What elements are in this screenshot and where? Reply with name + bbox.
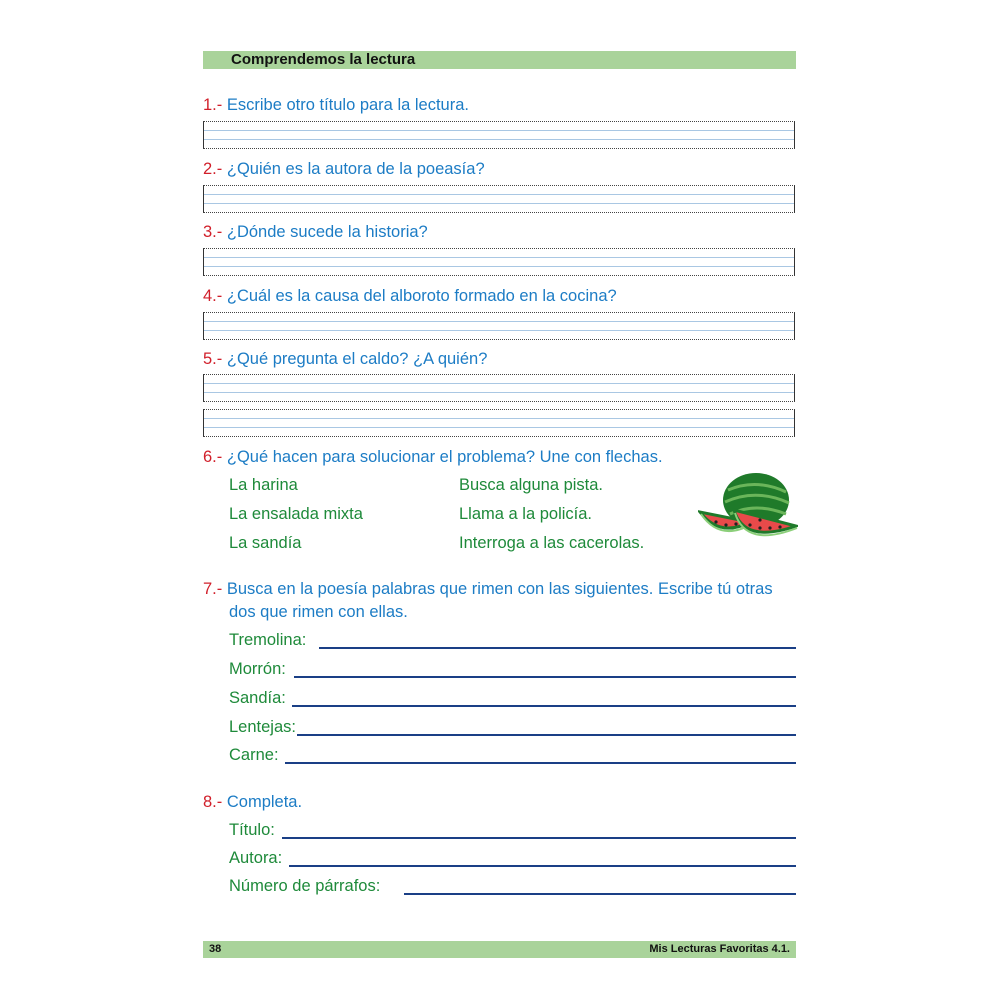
question-number: 2.- bbox=[203, 160, 223, 178]
question-7-continued bbox=[229, 602, 408, 622]
complete-answer-line[interactable] bbox=[282, 837, 796, 839]
complete-row-parrafos bbox=[229, 876, 796, 898]
question-number: 3.- bbox=[203, 223, 223, 241]
complete-label: Título: bbox=[229, 821, 275, 839]
question-text: Completa. bbox=[226, 793, 303, 811]
match-left-item: La sandía bbox=[229, 534, 302, 552]
match-right-item: Llama a la policía. bbox=[459, 505, 592, 523]
match-left-item: La harina bbox=[229, 476, 298, 494]
question-number: 8.- bbox=[203, 793, 223, 811]
question-text: ¿Dónde sucede la historia? bbox=[226, 223, 428, 241]
rhyme-answer-line[interactable] bbox=[285, 762, 796, 764]
question-number: 1.- bbox=[203, 96, 223, 114]
rhyme-row-tremolina bbox=[229, 630, 796, 652]
question-number: 7.- bbox=[203, 580, 223, 598]
section-header bbox=[203, 51, 796, 69]
complete-row-titulo bbox=[229, 820, 796, 842]
rhyme-row-morron bbox=[229, 659, 796, 681]
book-title: Mis Lecturas Favoritas 4.1. bbox=[649, 943, 790, 955]
rhyme-answer-line[interactable] bbox=[294, 676, 796, 678]
page-number: 38 bbox=[209, 943, 222, 955]
complete-label: Número de párrafos: bbox=[229, 877, 381, 895]
answer-box-1[interactable] bbox=[203, 121, 795, 149]
question-text: ¿Qué hacen para solucionar el problema? Une con flechas. bbox=[226, 448, 663, 466]
answer-box-5a[interactable] bbox=[203, 374, 795, 402]
question-text: Escribe otro título para la lectura. bbox=[226, 96, 469, 114]
complete-label: Autora: bbox=[229, 849, 283, 867]
question-text: Busca en la poesía palabras que rimen con las siguientes. Escribe tú otras bbox=[226, 580, 773, 598]
question-text: dos que rimen con ellas. bbox=[229, 603, 408, 621]
question-3 bbox=[203, 222, 428, 242]
rhyme-label: Lentejas: bbox=[229, 718, 296, 736]
question-4 bbox=[203, 286, 617, 306]
rhyme-label: Morrón: bbox=[229, 660, 286, 678]
rhyme-label: Carne: bbox=[229, 746, 279, 764]
question-2 bbox=[203, 159, 485, 179]
question-8 bbox=[203, 792, 302, 812]
question-number: 6.- bbox=[203, 448, 223, 466]
rhyme-answer-line[interactable] bbox=[319, 647, 796, 649]
question-6 bbox=[203, 447, 663, 467]
question-text: ¿Cuál es la causa del alboroto formado en la cocina? bbox=[226, 287, 617, 305]
answer-box-3[interactable] bbox=[203, 248, 795, 276]
complete-row-autora bbox=[229, 848, 796, 870]
question-number: 5.- bbox=[203, 350, 223, 368]
rhyme-label: Sandía: bbox=[229, 689, 286, 707]
answer-box-5b[interactable] bbox=[203, 409, 795, 437]
rhyme-answer-line[interactable] bbox=[292, 705, 796, 707]
question-7 bbox=[203, 579, 773, 599]
match-left-item: La ensalada mixta bbox=[229, 505, 363, 523]
page-footer bbox=[203, 941, 796, 958]
question-number: 4.- bbox=[203, 287, 223, 305]
match-right-item: Interroga a las cacerolas. bbox=[459, 534, 645, 552]
watermelon-slices-icon bbox=[698, 470, 798, 550]
rhyme-row-lentejas bbox=[229, 717, 796, 739]
answer-box-4[interactable] bbox=[203, 312, 795, 340]
match-right-item: Busca alguna pista. bbox=[459, 476, 604, 494]
rhyme-row-sandia bbox=[229, 688, 796, 710]
complete-answer-line[interactable] bbox=[404, 893, 796, 895]
complete-answer-line[interactable] bbox=[289, 865, 796, 867]
question-1 bbox=[203, 95, 469, 115]
rhyme-row-carne bbox=[229, 745, 796, 767]
rhyme-answer-line[interactable] bbox=[297, 734, 796, 736]
answer-box-2[interactable] bbox=[203, 185, 795, 213]
question-5 bbox=[203, 349, 487, 369]
rhyme-label: Tremolina: bbox=[229, 631, 307, 649]
question-text: ¿Qué pregunta el caldo? ¿A quién? bbox=[226, 350, 488, 368]
section-title: Comprendemos la lectura bbox=[231, 51, 416, 68]
question-text: ¿Quién es la autora de la poeasía? bbox=[226, 160, 485, 178]
